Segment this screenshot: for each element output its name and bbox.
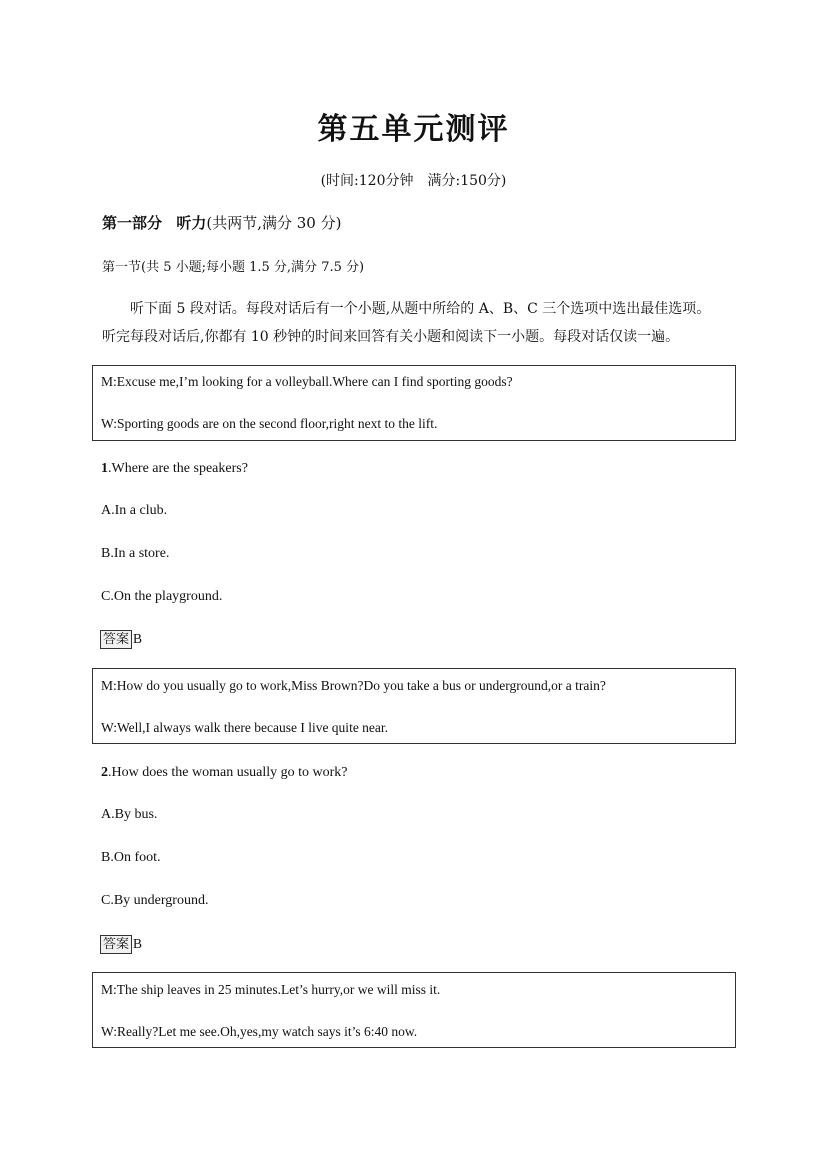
answer-tag: 答案 xyxy=(100,630,132,649)
question-2 xyxy=(101,765,348,781)
answer-1 xyxy=(100,630,142,649)
question-text: .How does the woman usually go to work? xyxy=(108,765,348,780)
dialogue-box-3 xyxy=(92,972,736,1048)
dialogue-box-2 xyxy=(92,668,736,744)
part-heading xyxy=(102,212,341,233)
page-title: 第五单元测评 xyxy=(317,112,510,147)
option-b: B.In a store. xyxy=(101,546,170,561)
question-text: .Where are the speakers? xyxy=(108,461,248,476)
answer-value: B xyxy=(133,936,143,951)
part-label: 第一部分 xyxy=(102,214,163,232)
option-a: A.By bus. xyxy=(101,807,158,822)
answer-tag: 答案 xyxy=(100,935,132,954)
option-c: C.By underground. xyxy=(101,893,209,908)
dialogue-man-line: M:Excuse me,I’m looking for a volleyball.Where can I find sporting goods? xyxy=(101,374,513,389)
option-b: B.On foot. xyxy=(101,850,161,865)
dialogue-woman-line: W:Really?Let me see.Oh,yes,my watch says it’s 6:40 now. xyxy=(101,1024,418,1039)
part-name: 听力 xyxy=(176,214,207,232)
dialogue-man-line: M:How do you usually go to work,Miss Brown?Do you take a bus or underground,or a train? xyxy=(101,678,606,693)
question-1 xyxy=(101,461,248,477)
answer-2 xyxy=(100,935,142,954)
answer-value: B xyxy=(133,631,143,646)
instruction-line-1: 听下面 5 段对话。每段对话后有一个小题,从题中所给的 A、B、C 三个选项中选出最佳选项。 xyxy=(130,301,711,317)
dialogue-man-line: M:The ship leaves in 25 minutes.Let’s hurry,or we will miss it. xyxy=(101,982,441,997)
instruction-line-2: 听完每段对话后,你都有 10 秒钟的时间来回答有关小题和阅读下一小题。每段对话仅读一遍。 xyxy=(102,329,680,345)
exam-info: (时间:120分钟 满分:150分) xyxy=(320,173,507,189)
dialogue-woman-line: W:Sporting goods are on the second floor,right next to the lift. xyxy=(101,416,438,431)
question-number: 1 xyxy=(101,461,108,476)
option-a: A.In a club. xyxy=(101,503,168,518)
dialogue-woman-line: W:Well,I always walk there because I live quite near. xyxy=(101,720,389,735)
section-heading: 第一节(共 5 小题;每小题 1.5 分,满分 7.5 分) xyxy=(102,260,365,275)
dialogue-box-1 xyxy=(92,365,736,441)
part-detail: (共两节,满分 30 分) xyxy=(206,214,342,232)
option-c: C.On the playground. xyxy=(101,589,223,604)
question-number: 2 xyxy=(101,765,108,780)
